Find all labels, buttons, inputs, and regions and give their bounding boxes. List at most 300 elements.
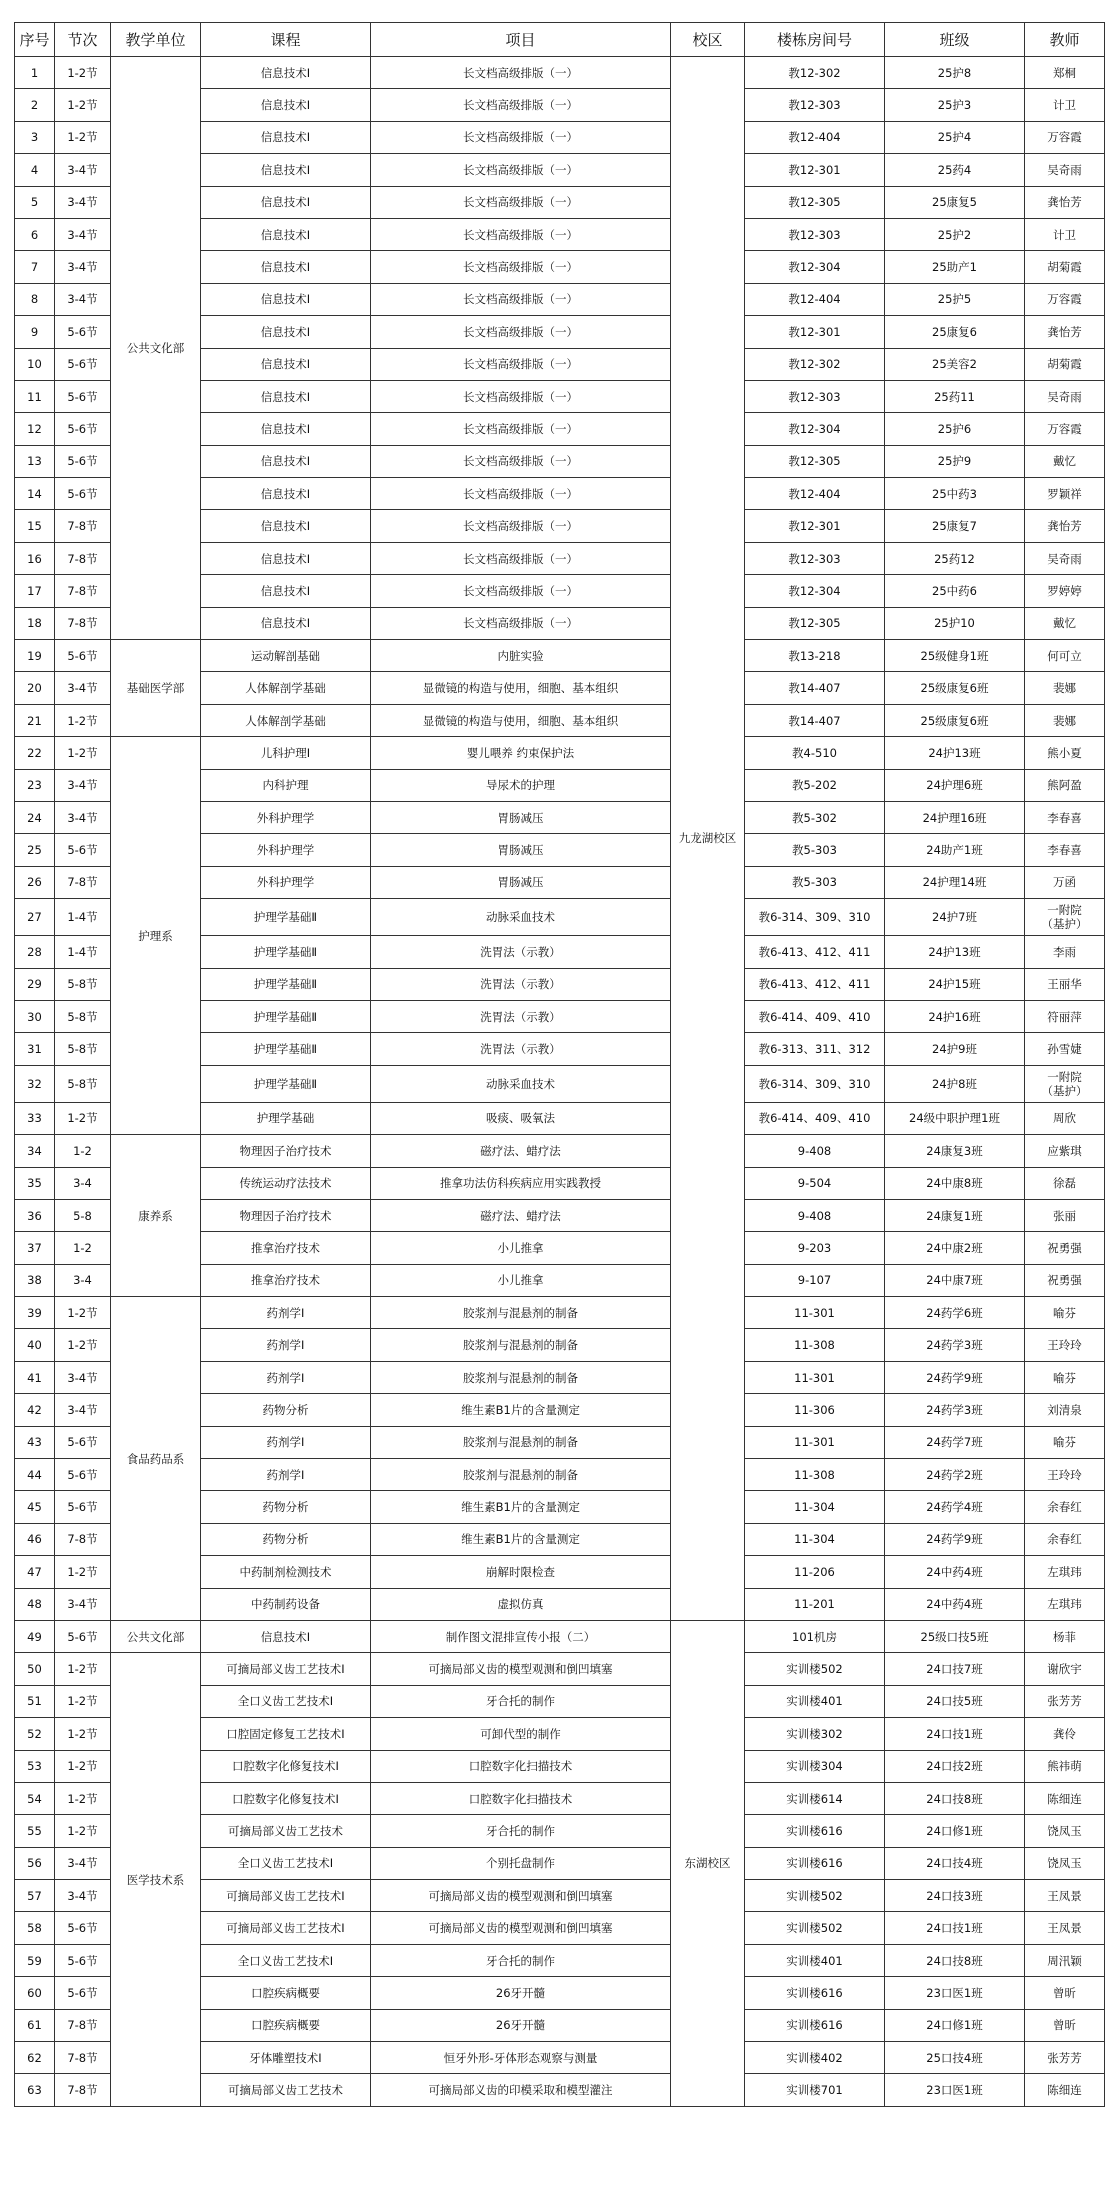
cell-class: 24口技1班: [885, 1718, 1025, 1750]
cell-no: 51: [15, 1685, 55, 1717]
cell-course: 信息技术Ⅰ: [201, 1620, 371, 1652]
cell-class: 23口医1班: [885, 1977, 1025, 2009]
cell-teacher: 计卫: [1025, 89, 1105, 121]
cell-room: 实训楼401: [745, 1685, 885, 1717]
cell-item: 磁疗法、蜡疗法: [371, 1135, 671, 1167]
cell-item: 长文档高级排版（一）: [371, 89, 671, 121]
cell-room: 教5-202: [745, 769, 885, 801]
cell-room: 实训楼616: [745, 2009, 885, 2041]
cell-no: 22: [15, 737, 55, 769]
cell-teacher: 左琪玮: [1025, 1556, 1105, 1588]
cell-room: 教13-218: [745, 640, 885, 672]
cell-no: 12: [15, 413, 55, 445]
cell-class: 24中药4班: [885, 1556, 1025, 1588]
cell-course: 护理学基础Ⅱ: [201, 1065, 371, 1102]
cell-no: 18: [15, 607, 55, 639]
cell-item: 可摘局部义齿的模型观测和倒凹填塞: [371, 1653, 671, 1685]
cell-no: 43: [15, 1426, 55, 1458]
cell-class: 25级口技5班: [885, 1620, 1025, 1652]
table-row: [15, 1135, 1105, 1167]
cell-course: 信息技术Ⅰ: [201, 89, 371, 121]
cell-room: 教12-304: [745, 413, 885, 445]
cell-class: 24中康8班: [885, 1167, 1025, 1199]
cell-class: 24护理16班: [885, 801, 1025, 833]
cell-teacher: 戴忆: [1025, 445, 1105, 477]
cell-no: 47: [15, 1556, 55, 1588]
cell-no: 25: [15, 834, 55, 866]
cell-course: 信息技术Ⅰ: [201, 251, 371, 283]
cell-course: 口腔疾病概要: [201, 2009, 371, 2041]
cell-course: 物理因子治疗技术: [201, 1199, 371, 1231]
cell-class: 24口修1班: [885, 2009, 1025, 2041]
cell-item: 长文档高级排版（一）: [371, 445, 671, 477]
cell-class: 25康复6: [885, 316, 1025, 348]
cell-class: 25级健身1班: [885, 640, 1025, 672]
cell-period: 1-4节: [55, 899, 111, 936]
cell-teacher: 祝勇强: [1025, 1264, 1105, 1296]
cell-room: 教12-302: [745, 348, 885, 380]
cell-course: 信息技术Ⅰ: [201, 316, 371, 348]
cell-item: 导尿术的护理: [371, 769, 671, 801]
cell-room: 教6-314、309、310: [745, 1065, 885, 1102]
cell-no: 57: [15, 1880, 55, 1912]
header-unit: 教学单位: [111, 23, 201, 57]
cell-teacher: 一附院 （基护）: [1025, 899, 1105, 936]
cell-no: 46: [15, 1523, 55, 1555]
cell-item: 长文档高级排版（一）: [371, 607, 671, 639]
cell-item: 动脉采血技术: [371, 899, 671, 936]
cell-item: 长文档高级排版（一）: [371, 186, 671, 218]
cell-teacher: 王凤景: [1025, 1880, 1105, 1912]
cell-period: 3-4节: [55, 186, 111, 218]
cell-item: 牙合托的制作: [371, 1944, 671, 1976]
cell-room: 教12-404: [745, 283, 885, 315]
cell-item: 胶浆剂与混悬剂的制备: [371, 1426, 671, 1458]
cell-course: 药剂学Ⅰ: [201, 1426, 371, 1458]
cell-campus: 九龙湖校区: [671, 57, 745, 1621]
cell-class: 24助产1班: [885, 834, 1025, 866]
cell-course: 推拿治疗技术: [201, 1264, 371, 1296]
cell-item: 吸痰、吸氧法: [371, 1102, 671, 1134]
cell-course: 推拿治疗技术: [201, 1232, 371, 1264]
cell-teacher: 张芳芳: [1025, 1685, 1105, 1717]
cell-item: 维生素B1片的含量测定: [371, 1523, 671, 1555]
cell-period: 3-4节: [55, 801, 111, 833]
cell-item: 26牙开髓: [371, 2009, 671, 2041]
cell-room: 教12-303: [745, 380, 885, 412]
cell-no: 10: [15, 348, 55, 380]
cell-period: 5-6节: [55, 478, 111, 510]
cell-room: 11-301: [745, 1361, 885, 1393]
cell-class: 25药4: [885, 154, 1025, 186]
cell-period: 1-2节: [55, 1718, 111, 1750]
cell-no: 38: [15, 1264, 55, 1296]
cell-class: 25中药6: [885, 575, 1025, 607]
cell-teacher: 应紫琪: [1025, 1135, 1105, 1167]
cell-teacher: 曾昕: [1025, 2009, 1105, 2041]
cell-teacher: 谢欣宇: [1025, 1653, 1105, 1685]
cell-class: 25护5: [885, 283, 1025, 315]
cell-course: 药物分析: [201, 1491, 371, 1523]
cell-item: 口腔数字化扫描技术: [371, 1750, 671, 1782]
cell-teacher: 孙雪婕: [1025, 1033, 1105, 1065]
cell-period: 3-4节: [55, 283, 111, 315]
cell-class: 25护3: [885, 89, 1025, 121]
cell-item: 洗胃法（示教）: [371, 1000, 671, 1032]
cell-period: 1-2节: [55, 89, 111, 121]
cell-class: 24护7班: [885, 899, 1025, 936]
cell-item: 牙合托的制作: [371, 1815, 671, 1847]
cell-period: 3-4节: [55, 769, 111, 801]
cell-course: 儿科护理Ⅰ: [201, 737, 371, 769]
cell-class: 24护16班: [885, 1000, 1025, 1032]
cell-teacher: 熊祎萌: [1025, 1750, 1105, 1782]
cell-room: 11-301: [745, 1297, 885, 1329]
cell-period: 3-4节: [55, 218, 111, 250]
cell-teacher: 余春红: [1025, 1523, 1105, 1555]
cell-no: 27: [15, 899, 55, 936]
cell-teacher: 饶凤玉: [1025, 1815, 1105, 1847]
cell-item: 26牙开髓: [371, 1977, 671, 2009]
cell-course: 药物分析: [201, 1523, 371, 1555]
cell-period: 3-4节: [55, 154, 111, 186]
cell-teacher: 祝勇强: [1025, 1232, 1105, 1264]
cell-class: 24口技4班: [885, 1847, 1025, 1879]
cell-course: 外科护理学: [201, 801, 371, 833]
cell-class: 24康复3班: [885, 1135, 1025, 1167]
cell-room: 11-308: [745, 1329, 885, 1361]
cell-teacher: 王玲玲: [1025, 1329, 1105, 1361]
cell-no: 24: [15, 801, 55, 833]
cell-course: 人体解剖学基础: [201, 672, 371, 704]
cell-period: 5-8节: [55, 968, 111, 1000]
cell-room: 11-206: [745, 1556, 885, 1588]
cell-no: 20: [15, 672, 55, 704]
header-course: 课程: [201, 23, 371, 57]
cell-no: 21: [15, 704, 55, 736]
cell-class: 25口技4班: [885, 2042, 1025, 2074]
cell-room: 实训楼614: [745, 1782, 885, 1814]
cell-room: 9-504: [745, 1167, 885, 1199]
cell-class: 25级康复6班: [885, 704, 1025, 736]
cell-course: 中药制剂检测技术: [201, 1556, 371, 1588]
cell-teacher: 张丽: [1025, 1199, 1105, 1231]
cell-class: 24护9班: [885, 1033, 1025, 1065]
cell-item: 推拿功法仿科疾病应用实践教授: [371, 1167, 671, 1199]
cell-period: 5-6节: [55, 380, 111, 412]
cell-room: 教5-303: [745, 834, 885, 866]
cell-course: 信息技术Ⅰ: [201, 57, 371, 89]
cell-class: 24药学6班: [885, 1297, 1025, 1329]
cell-item: 胶浆剂与混悬剂的制备: [371, 1297, 671, 1329]
cell-no: 1: [15, 57, 55, 89]
cell-item: 长文档高级排版（一）: [371, 348, 671, 380]
cell-item: 维生素B1片的含量测定: [371, 1394, 671, 1426]
cell-teacher: 符丽萍: [1025, 1000, 1105, 1032]
cell-teacher: 李春喜: [1025, 834, 1105, 866]
cell-period: 1-2节: [55, 1815, 111, 1847]
cell-class: 24口修1班: [885, 1815, 1025, 1847]
cell-unit: 护理系: [111, 737, 201, 1135]
cell-room: 实训楼502: [745, 1653, 885, 1685]
cell-teacher: 一附院 （基护）: [1025, 1065, 1105, 1102]
cell-room: 教12-302: [745, 57, 885, 89]
cell-course: 护理学基础Ⅱ: [201, 1000, 371, 1032]
cell-period: 5-8节: [55, 1000, 111, 1032]
cell-period: 3-4节: [55, 672, 111, 704]
cell-class: 24护理6班: [885, 769, 1025, 801]
cell-period: 1-2节: [55, 737, 111, 769]
cell-unit: 康养系: [111, 1135, 201, 1297]
cell-period: 5-8节: [55, 1065, 111, 1102]
cell-unit: 基础医学部: [111, 640, 201, 737]
cell-room: 教12-301: [745, 154, 885, 186]
cell-no: 15: [15, 510, 55, 542]
table-row: [15, 1653, 1105, 1685]
cell-class: 24口技5班: [885, 1685, 1025, 1717]
cell-teacher: 王丽华: [1025, 968, 1105, 1000]
table-row: [15, 640, 1105, 672]
cell-room: 教4-510: [745, 737, 885, 769]
cell-period: 5-6节: [55, 316, 111, 348]
cell-item: 长文档高级排版（一）: [371, 251, 671, 283]
cell-period: 1-2节: [55, 121, 111, 153]
cell-class: 25护4: [885, 121, 1025, 153]
cell-period: 3-4节: [55, 251, 111, 283]
cell-no: 58: [15, 1912, 55, 1944]
cell-item: 胃肠减压: [371, 834, 671, 866]
cell-no: 40: [15, 1329, 55, 1361]
cell-course: 可摘局部义齿工艺技术Ⅰ: [201, 1912, 371, 1944]
cell-period: 5-6节: [55, 1944, 111, 1976]
cell-teacher: 万容霞: [1025, 413, 1105, 445]
cell-class: 24康复1班: [885, 1199, 1025, 1231]
cell-class: 25药12: [885, 542, 1025, 574]
cell-no: 55: [15, 1815, 55, 1847]
cell-item: 虚拟仿真: [371, 1588, 671, 1620]
cell-no: 30: [15, 1000, 55, 1032]
cell-teacher: 万容霞: [1025, 121, 1105, 153]
cell-teacher: 龚怡芳: [1025, 510, 1105, 542]
cell-class: 24口技8班: [885, 1782, 1025, 1814]
cell-class: 24药学3班: [885, 1329, 1025, 1361]
cell-course: 药剂学Ⅰ: [201, 1297, 371, 1329]
cell-room: 实训楼701: [745, 2074, 885, 2106]
cell-room: 教12-304: [745, 251, 885, 283]
cell-unit: 公共文化部: [111, 1620, 201, 1652]
cell-no: 19: [15, 640, 55, 672]
cell-course: 信息技术Ⅰ: [201, 348, 371, 380]
cell-unit: 公共文化部: [111, 57, 201, 640]
cell-room: 教12-303: [745, 542, 885, 574]
cell-class: 25康复7: [885, 510, 1025, 542]
cell-class: 24中康7班: [885, 1264, 1025, 1296]
cell-class: 24护8班: [885, 1065, 1025, 1102]
cell-teacher: 罗婷婷: [1025, 575, 1105, 607]
cell-course: 信息技术Ⅰ: [201, 380, 371, 412]
cell-room: 教12-301: [745, 510, 885, 542]
cell-course: 药剂学Ⅰ: [201, 1329, 371, 1361]
cell-period: 3-4节: [55, 1361, 111, 1393]
cell-room: 实训楼502: [745, 1912, 885, 1944]
cell-period: 1-2节: [55, 1750, 111, 1782]
cell-item: 磁疗法、蜡疗法: [371, 1199, 671, 1231]
cell-teacher: 喻芬: [1025, 1361, 1105, 1393]
cell-no: 35: [15, 1167, 55, 1199]
cell-period: 1-2节: [55, 1297, 111, 1329]
cell-room: 实训楼402: [745, 2042, 885, 2074]
cell-no: 36: [15, 1199, 55, 1231]
cell-unit: 食品药品系: [111, 1297, 201, 1621]
cell-teacher: 胡菊霞: [1025, 251, 1105, 283]
cell-no: 50: [15, 1653, 55, 1685]
cell-period: 1-2节: [55, 1556, 111, 1588]
cell-course: 牙体雕塑技术Ⅰ: [201, 2042, 371, 2074]
cell-class: 24药学9班: [885, 1361, 1025, 1393]
cell-course: 外科护理学: [201, 866, 371, 898]
cell-room: 教12-305: [745, 445, 885, 477]
cell-class: 25中药3: [885, 478, 1025, 510]
cell-course: 信息技术Ⅰ: [201, 445, 371, 477]
cell-room: 11-301: [745, 1426, 885, 1458]
cell-period: 5-6节: [55, 1491, 111, 1523]
cell-no: 62: [15, 2042, 55, 2074]
cell-no: 4: [15, 154, 55, 186]
cell-period: 3-4: [55, 1264, 111, 1296]
cell-teacher: 计卫: [1025, 218, 1105, 250]
schedule-table: [14, 22, 1105, 2107]
cell-no: 29: [15, 968, 55, 1000]
cell-teacher: 喻芬: [1025, 1426, 1105, 1458]
header-no: 序号: [15, 23, 55, 57]
cell-room: 9-408: [745, 1135, 885, 1167]
cell-period: 1-2节: [55, 1102, 111, 1134]
cell-no: 9: [15, 316, 55, 348]
cell-period: 1-2节: [55, 1329, 111, 1361]
cell-no: 32: [15, 1065, 55, 1102]
header-teacher: 教师: [1025, 23, 1105, 57]
cell-teacher: 胡菊霞: [1025, 348, 1105, 380]
cell-room: 实训楼616: [745, 1815, 885, 1847]
cell-no: 13: [15, 445, 55, 477]
cell-room: 11-201: [745, 1588, 885, 1620]
cell-item: 长文档高级排版（一）: [371, 575, 671, 607]
cell-class: 25护9: [885, 445, 1025, 477]
cell-class: 24中康2班: [885, 1232, 1025, 1264]
cell-teacher: 罗颖祥: [1025, 478, 1105, 510]
cell-room: 教5-302: [745, 801, 885, 833]
cell-period: 5-6节: [55, 834, 111, 866]
cell-item: 可摘局部义齿的模型观测和倒凹填塞: [371, 1912, 671, 1944]
cell-room: 教6-413、412、411: [745, 968, 885, 1000]
cell-teacher: 陈细连: [1025, 1782, 1105, 1814]
cell-course: 信息技术Ⅰ: [201, 154, 371, 186]
cell-teacher: 余春红: [1025, 1491, 1105, 1523]
cell-teacher: 郑桐: [1025, 57, 1105, 89]
cell-no: 49: [15, 1620, 55, 1652]
table-row: [15, 737, 1105, 769]
cell-room: 教12-305: [745, 186, 885, 218]
cell-period: 5-6节: [55, 640, 111, 672]
cell-no: 37: [15, 1232, 55, 1264]
cell-item: 长文档高级排版（一）: [371, 283, 671, 315]
cell-item: 长文档高级排版（一）: [371, 413, 671, 445]
cell-room: 教6-414、409、410: [745, 1000, 885, 1032]
cell-class: 24护15班: [885, 968, 1025, 1000]
cell-item: 洗胃法（示教）: [371, 936, 671, 968]
cell-item: 长文档高级排版（一）: [371, 510, 671, 542]
cell-teacher: 熊小夏: [1025, 737, 1105, 769]
cell-no: 8: [15, 283, 55, 315]
cell-course: 护理学基础Ⅱ: [201, 899, 371, 936]
cell-item: 崩解时限检查: [371, 1556, 671, 1588]
cell-course: 口腔疾病概要: [201, 1977, 371, 2009]
cell-item: 显微镜的构造与使用，细胞、基本组织: [371, 704, 671, 736]
cell-period: 5-6节: [55, 1912, 111, 1944]
cell-item: 胶浆剂与混悬剂的制备: [371, 1361, 671, 1393]
cell-item: 小儿推拿: [371, 1264, 671, 1296]
cell-period: 1-2: [55, 1135, 111, 1167]
cell-teacher: 左琪玮: [1025, 1588, 1105, 1620]
cell-no: 26: [15, 866, 55, 898]
cell-no: 56: [15, 1847, 55, 1879]
cell-class: 24口技3班: [885, 1880, 1025, 1912]
cell-course: 药物分析: [201, 1394, 371, 1426]
cell-course: 护理学基础Ⅱ: [201, 968, 371, 1000]
cell-teacher: 周汛颖: [1025, 1944, 1105, 1976]
cell-class: 24药学4班: [885, 1491, 1025, 1523]
cell-item: 洗胃法（示教）: [371, 1033, 671, 1065]
header-period: 节次: [55, 23, 111, 57]
cell-period: 5-6节: [55, 348, 111, 380]
cell-teacher: 龚伶: [1025, 1718, 1105, 1750]
cell-class: 24药学2班: [885, 1459, 1025, 1491]
cell-item: 长文档高级排版（一）: [371, 380, 671, 412]
cell-no: 52: [15, 1718, 55, 1750]
cell-item: 婴儿喂养 约束保护法: [371, 737, 671, 769]
cell-room: 教6-414、409、410: [745, 1102, 885, 1134]
cell-teacher: 裴娜: [1025, 704, 1105, 736]
cell-teacher: 张芳芳: [1025, 2042, 1105, 2074]
cell-item: 胃肠减压: [371, 866, 671, 898]
table-row: [15, 1297, 1105, 1329]
cell-class: 24中药4班: [885, 1588, 1025, 1620]
cell-class: 25药11: [885, 380, 1025, 412]
cell-teacher: 曾昕: [1025, 1977, 1105, 2009]
cell-item: 个别托盘制作: [371, 1847, 671, 1879]
cell-room: 11-304: [745, 1491, 885, 1523]
cell-item: 胃肠减压: [371, 801, 671, 833]
cell-room: 11-306: [745, 1394, 885, 1426]
header-row: [15, 23, 1105, 57]
cell-teacher: 戴忆: [1025, 607, 1105, 639]
cell-course: 口腔数字化修复技术Ⅰ: [201, 1750, 371, 1782]
cell-item: 长文档高级排版（一）: [371, 121, 671, 153]
cell-no: 45: [15, 1491, 55, 1523]
cell-period: 3-4节: [55, 1394, 111, 1426]
cell-teacher: 饶凤玉: [1025, 1847, 1105, 1879]
cell-item: 长文档高级排版（一）: [371, 316, 671, 348]
cell-teacher: 刘清泉: [1025, 1394, 1105, 1426]
cell-item: 长文档高级排版（一）: [371, 57, 671, 89]
cell-no: 61: [15, 2009, 55, 2041]
cell-period: 5-8节: [55, 1033, 111, 1065]
cell-class: 24口技8班: [885, 1944, 1025, 1976]
cell-room: 教14-407: [745, 704, 885, 736]
cell-period: 7-8节: [55, 510, 111, 542]
cell-course: 全口义齿工艺技术Ⅰ: [201, 1685, 371, 1717]
cell-class: 23口医1班: [885, 2074, 1025, 2106]
